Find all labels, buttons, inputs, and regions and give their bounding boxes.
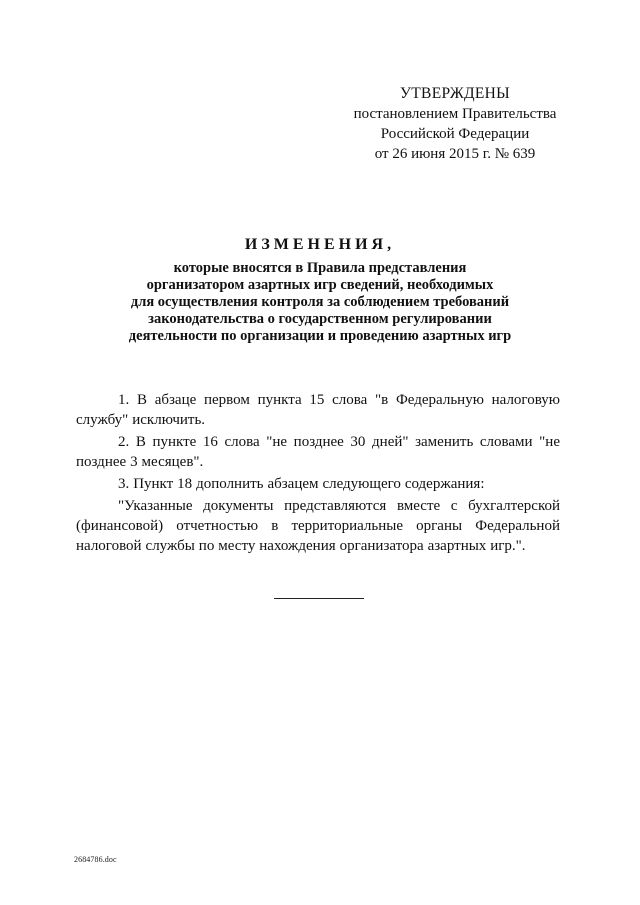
subtitle-line: организатором азартных игр сведений, необходимых (146, 277, 494, 293)
end-divider (274, 598, 364, 599)
amendment-item-1: 1. В абзаце первом пункта 15 слова "в Федеральную налоговую службу" исключить. (76, 392, 560, 428)
approval-line-3: от 26 июня 2015 г. № 639 (374, 146, 536, 162)
approval-line-2: Российской Федерации (380, 126, 530, 142)
document-body (76, 390, 560, 556)
approval-line-1: постановлением Правительства (353, 106, 557, 122)
approval-heading: УТВЕРЖДЕНЫ (400, 85, 510, 102)
amendment-item-3: 3. Пункт 18 дополнить абзацем следующего содержания: (118, 476, 485, 492)
amendment-quote: "Указанные документы представляются вместе с бухгалтерской (финансовой) отчетностью в территориальные органы Федеральной налоговой службы по месту нахождения организатора азартных игр.". (76, 498, 560, 554)
amendment-item-2: 2. В пункте 16 слова "не позднее 30 дней" заменить словами "не позднее 3 месяцев". (76, 434, 560, 470)
footer-doc-code: 2684786.doc (74, 855, 117, 864)
subtitle-line: деятельности по организации и проведению азартных игр (128, 328, 512, 344)
subtitle-line: которые вносятся в Правила представления (173, 260, 467, 276)
document-subtitle (60, 260, 580, 345)
subtitle-line: законодательства о государственном регулировании (148, 311, 492, 327)
subtitle-line: для осуществления контроля за соблюдением требований (130, 294, 510, 310)
approval-block (335, 84, 575, 164)
document-title: ИЗМЕНЕНИЯ, (244, 236, 396, 253)
